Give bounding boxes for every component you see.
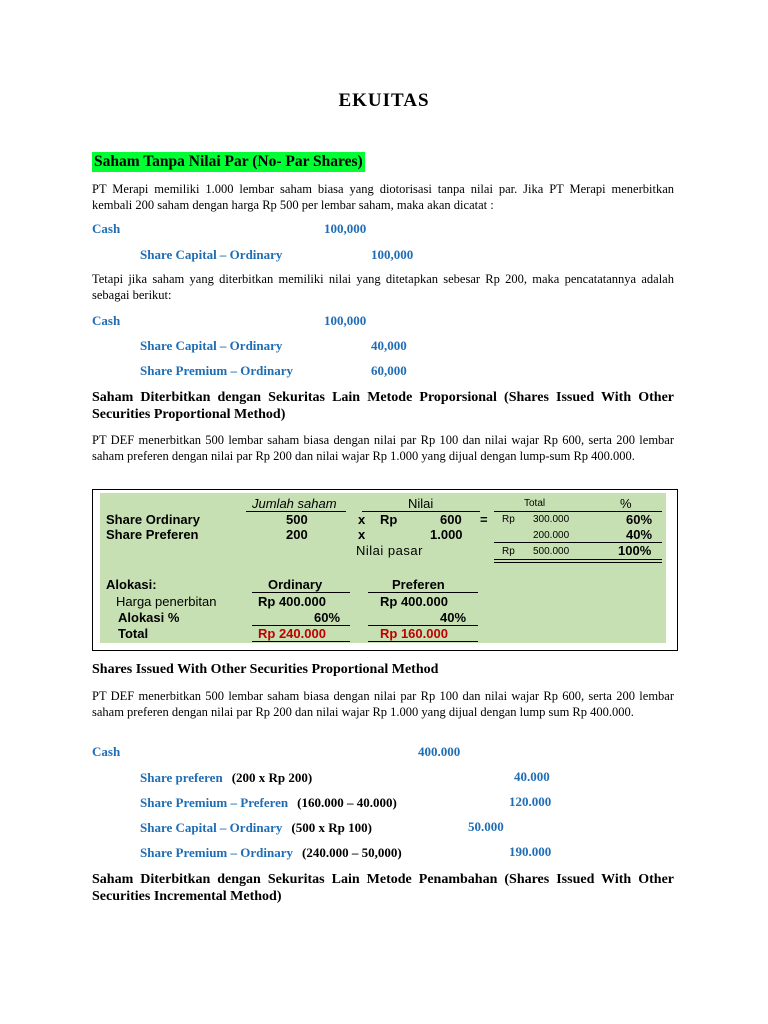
row3-double-underline-b [494, 562, 662, 563]
paragraph-no-par: PT Merapi memiliki 1.000 lembar saham biasa yang diotorisasi tanpa nilai par. Jika PT Merapi menerbitkan kembali 200 saham dengan harga Rp 500 per lembar saham, maka akan dicatat : [92, 182, 674, 212]
total-ordinary: Rp 240.000 [258, 626, 326, 641]
section-heading-proportional: Saham Diterbitkan dengan Sekuritas Lain Metode Proporsional (Shares Issued With Other Securities Proportional Method) [92, 390, 674, 422]
row1-percent: 60% [626, 512, 653, 527]
entry-calc: (200 x Rp 200) [231, 770, 313, 785]
journal2-cash-value: 100,000 [324, 313, 367, 328]
total-underline-1 [252, 641, 350, 642]
alokasi-pct-label: Alokasi % [118, 610, 180, 625]
row2-total: 200.000 [533, 530, 570, 541]
journal3-entry [140, 844, 402, 862]
entry-value: 50.000 [468, 819, 504, 834]
journal2-credit2-value: 60,000 [371, 363, 407, 378]
total-underline-2 [368, 641, 478, 642]
journal3-entry [140, 769, 312, 787]
alok-underline-1 [252, 592, 350, 593]
journal3-entry [140, 794, 397, 812]
harga-ordinary: Rp 400.000 [258, 594, 326, 609]
row2-value: 1.000 [430, 527, 463, 542]
hdr-jumlah-saham: Jumlah saham [252, 496, 337, 511]
row1-x: x [358, 512, 366, 527]
journal2-credit1-label: Share Capital – Ordinary [140, 338, 283, 353]
entry-value: 40.000 [514, 769, 550, 784]
allocation-table [100, 493, 666, 643]
alokasi-preferen-header: Preferen [392, 577, 445, 592]
hdr-percent: % [620, 496, 632, 511]
journal3-cash-label: Cash [92, 744, 121, 759]
entry-calc: (240.000 – 50,000) [302, 845, 402, 860]
journal-cash-value: 100,000 [324, 221, 367, 236]
section-heading-no-par: Saham Tanpa Nilai Par (No- Par Shares) [94, 153, 363, 170]
row3-double-underline-a [494, 559, 662, 560]
alokasi-ordinary-header: Ordinary [268, 577, 323, 592]
journal3-entry [140, 819, 372, 837]
row1-rp: Rp [380, 512, 398, 527]
row3-total: 500.000 [533, 546, 570, 557]
row-share-preferen-label: Share Preferen [106, 527, 199, 542]
entry-label: Share preferen [140, 770, 223, 785]
paragraph-proportional-2: PT DEF menerbitkan 500 lembar saham biasa dengan nilai par Rp 100 dan nilai wajar Rp 600, serta 200 lembar saham preferen dengan nilai par Rp 200 dan nilai wajar Rp 1.000 yang dijual dengan lump sum Rp 400.000. [92, 689, 674, 719]
row3-percent: 100% [618, 543, 652, 558]
journal-credit-value: 100,000 [371, 247, 414, 262]
journal-credit-label: Share Capital – Ordinary [140, 247, 283, 262]
journal2-cash-label: Cash [92, 313, 121, 328]
row3-rp: Rp [502, 546, 515, 557]
journal-cash-label: Cash [92, 221, 121, 236]
hdr-total: Total [524, 498, 546, 509]
alokasi-label: Alokasi: [106, 577, 157, 592]
paragraph-proportional: PT DEF menerbitkan 500 lembar saham biasa dengan nilai par Rp 100 dan nilai wajar Rp 600, serta 200 lembar saham preferen dengan nilai par Rp 200 dan nilai wajar Rp 1.000 yang dijual dengan lump-sum Rp 400.000. [92, 433, 674, 463]
row2-x: x [358, 527, 366, 542]
section-heading-incremental: Saham Diterbitkan dengan Sekuritas Lain Metode Penambahan (Shares Issued With Other Securities Incremental Method) [92, 872, 674, 904]
section-heading-proportional-en: Shares Issued With Other Securities Proportional Method [92, 662, 439, 677]
row1-total: 300.000 [533, 514, 570, 525]
paragraph-par-value: Tetapi jika saham yang diterbitkan memiliki nilai yang ditetapkan sebesar Rp 200, maka pencatatannya adalah sebagai berikut: [92, 272, 674, 302]
journal2-credit2-label: Share Premium – Ordinary [140, 363, 293, 378]
row-share-ordinary-label: Share Ordinary [106, 512, 200, 527]
row1-qty: 500 [286, 512, 308, 527]
row2-qty: 200 [286, 527, 308, 542]
total-label: Total [118, 626, 149, 641]
alokasi-pct-ordinary: 60% [314, 610, 341, 625]
entry-label: Share Capital – Ordinary [140, 820, 283, 835]
entry-label: Share Premium – Ordinary [140, 845, 293, 860]
page-title: EKUITAS [338, 90, 430, 111]
entry-value: 120.000 [509, 794, 552, 809]
row1-value: 600 [440, 512, 462, 527]
hdr-nilai: Nilai [408, 496, 434, 511]
entry-value: 190.000 [509, 844, 552, 859]
row1-rp2: Rp [502, 514, 515, 525]
row-nilai-pasar-label: Nilai pasar [356, 543, 423, 558]
entry-calc: (500 x Rp 100) [291, 820, 372, 835]
harga-preferen: Rp 400.000 [380, 594, 448, 609]
journal3-cash-value: 400.000 [418, 744, 461, 759]
harga-penerbitan-label: Harga penerbitan [116, 594, 217, 609]
entry-calc: (160.000 – 40.000) [297, 795, 397, 810]
alok-underline-2 [368, 592, 478, 593]
row1-equals: = [480, 512, 488, 527]
total-preferen: Rp 160.000 [380, 626, 448, 641]
entry-label: Share Premium – Preferen [140, 795, 289, 810]
row2-percent: 40% [626, 527, 653, 542]
journal2-credit1-value: 40,000 [371, 338, 407, 353]
alokasi-pct-preferen: 40% [440, 610, 467, 625]
